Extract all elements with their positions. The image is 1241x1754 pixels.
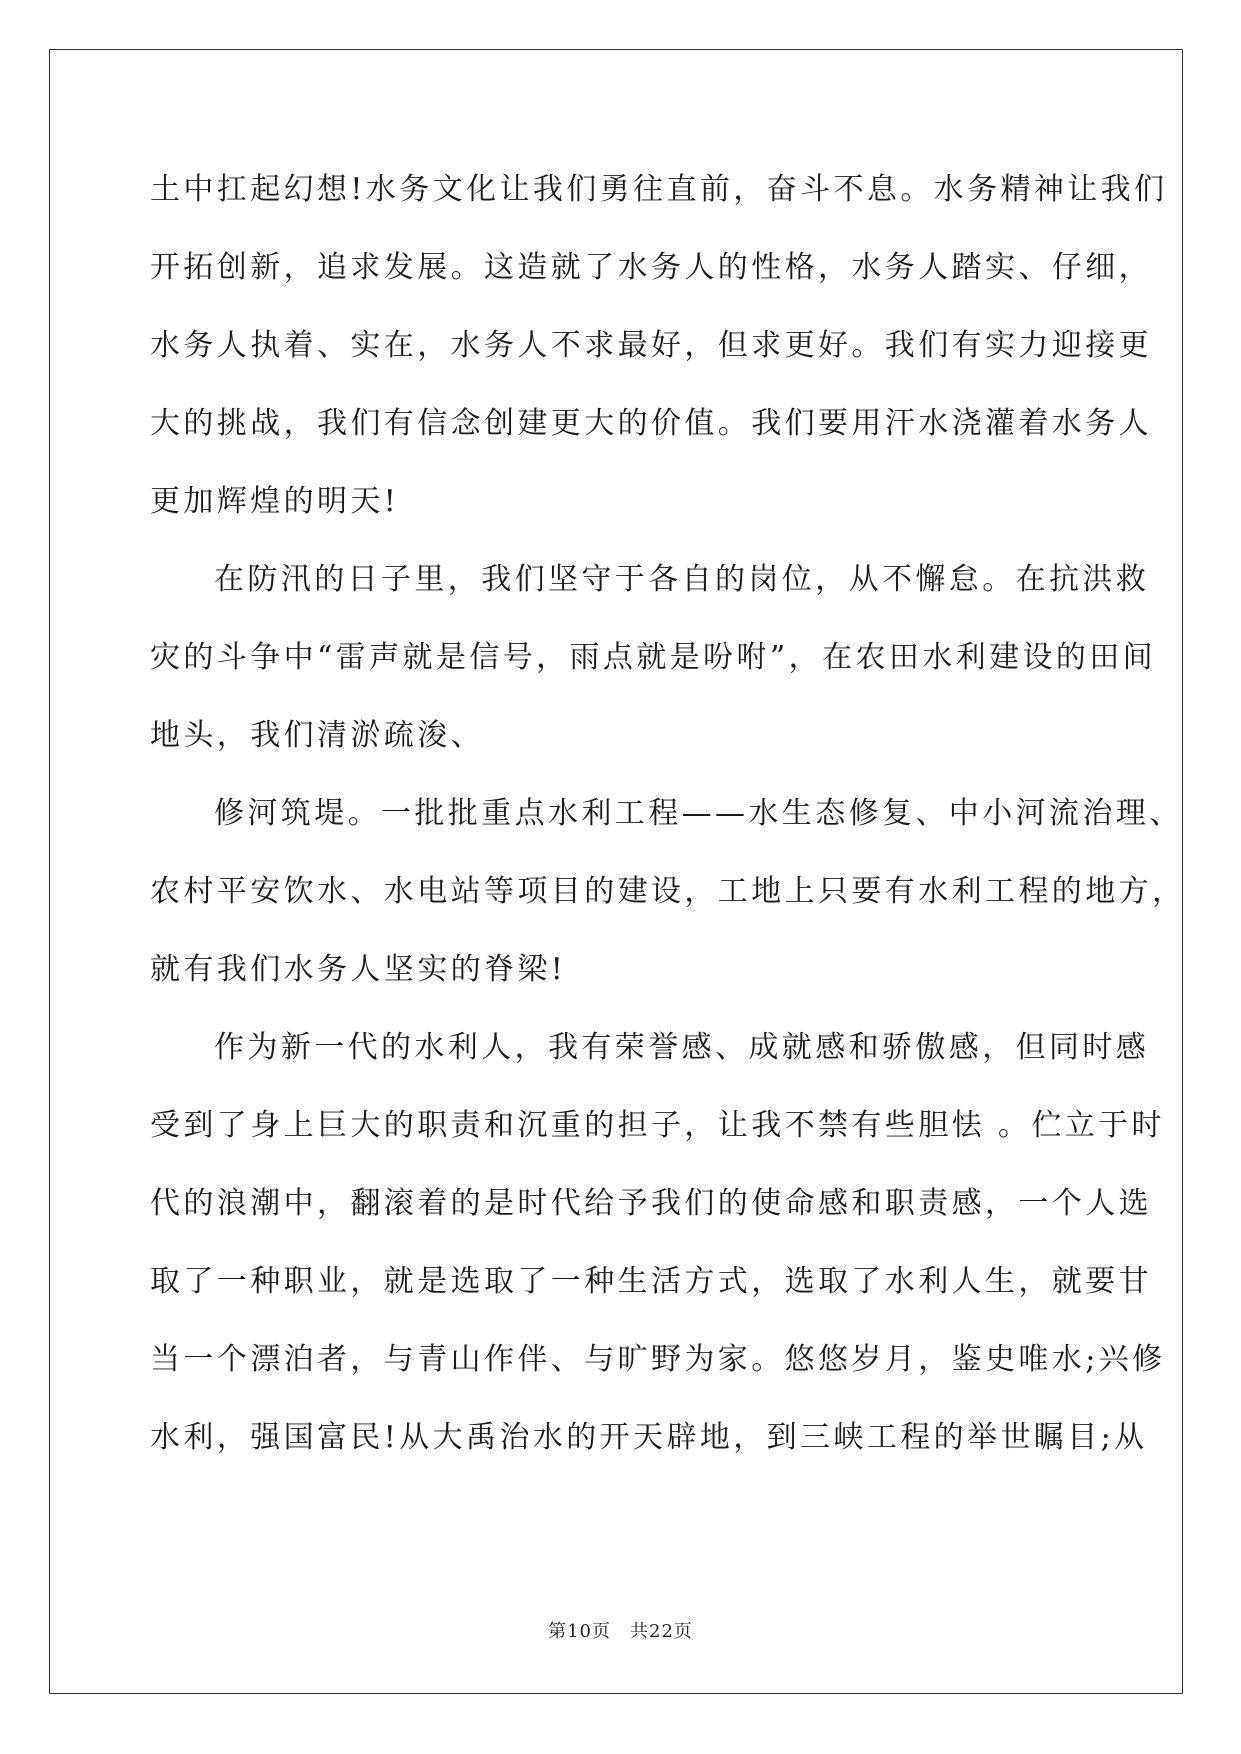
paragraph-first-line: 在防汛的日子里，我们坚守于各自的岗位，从不懈怠。在抗洪救 xyxy=(214,562,1150,597)
document-body xyxy=(150,162,1186,1488)
paragraph-first-line: 修河筑堤。一批批重点水利工程——水生态修复、中小河流治理、 xyxy=(214,796,1183,831)
text-line: 就有我们水务人坚实的脊梁! xyxy=(150,952,567,987)
text-line: 水务人执着、实在，水务人不求最好，但求更好。我们有实力迎接更 xyxy=(150,328,1152,363)
text-line: 灾的斗争中“雷声就是信号，雨点就是吩咐”，在农田水利建设的田间 xyxy=(150,640,1157,675)
page-number: 第10页 共22页 xyxy=(548,1621,693,1642)
text-line: 当一个漂泊者，与青山作伴、与旷野为家。悠悠岁月，鉴史唯水;兴修 xyxy=(150,1342,1166,1377)
text-line: 地头，我们清淤疏浚、 xyxy=(150,718,484,753)
text-line: 受到了身上巨大的职责和沉重的担子，让我不禁有些胆怯 。伫立于时 xyxy=(150,1108,1165,1143)
paragraph-first-line: 作为新一代的水利人，我有荣誉感、成就感和骄傲感，但同时感 xyxy=(214,1030,1150,1065)
text-line: 更加辉煌的明天! xyxy=(150,484,400,519)
text-line: 开拓创新，追求发展。这造就了水务人的性格，水务人踏实、仔细， xyxy=(150,250,1152,285)
text-line: 代的浪潮中，翻滚着的是时代给予我们的使命感和职责感，一个人选 xyxy=(150,1186,1152,1221)
text-line: 取了一种职业，就是选取了一种生活方式，选取了水利人生，就要甘 xyxy=(150,1264,1152,1299)
text-line: 水利，强国富民!从大禹治水的开天辟地，到三峡工程的举世瞩目;从 xyxy=(150,1420,1148,1455)
text-line: 大的挑战，我们有信念创建更大的价值。我们要用汗水浇灌着水务人 xyxy=(150,406,1152,441)
text-line: 农村平安饮水、水电站等项目的建设，工地上只要有水利工程的地方， xyxy=(150,874,1186,909)
text-line: 土中扛起幻想!水务文化让我们勇往直前，奋斗不息。水务精神让我们 xyxy=(150,172,1168,207)
